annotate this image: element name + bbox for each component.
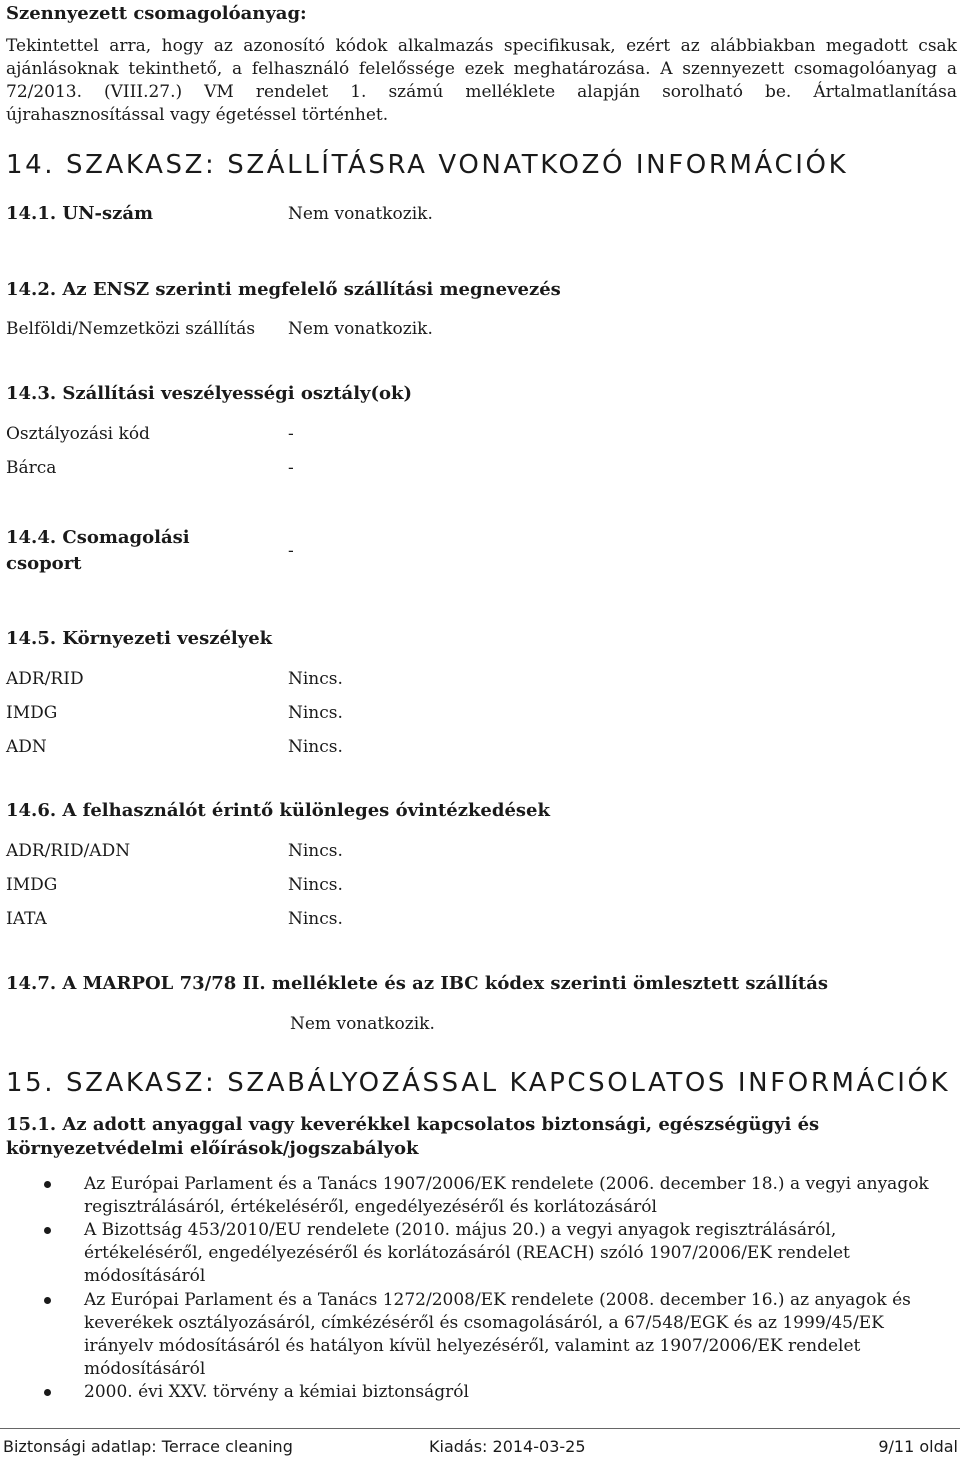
prec-iata-value: Nincs. (288, 909, 343, 929)
precautions-heading: 14.6. A felhasználót érintő különleges óvintézkedések (6, 800, 550, 821)
hazard-class-heading: 14.3. Szállítási veszélyességi osztály(ok) (6, 383, 413, 404)
classification-code-label: Osztályozási kód (6, 424, 150, 444)
prec-iata-label: IATA (6, 909, 47, 929)
bullet-icon (44, 1181, 51, 1188)
list-item: 2000. évi XXV. törvény a kémiai biztonságról (40, 1381, 469, 1404)
bullet-icon (44, 1227, 51, 1234)
section-15-heading: 15. SZAKASZ: SZABÁLYOZÁSSAL KAPCSOLATOS INFORMÁCIÓK (6, 1068, 951, 1098)
prec-imdg-label: IMDG (6, 875, 58, 895)
list-item: Az Európai Parlament és a Tanács 1272/2008/EK rendelete (2008. december 16.) az anyagok és keverékek osztályozásáról, címkézéséről és csomagolásáról, a 67/548/EGK és az 1999/45/EK irányelv módosításáról és hatályon kívül helyezéséről, valamint az 1907/2006/EK rendelet módosításáról (40, 1289, 911, 1381)
env-imdg-value: Nincs. (288, 703, 343, 723)
prec-imdg-value: Nincs. (288, 875, 343, 895)
bullet-icon (44, 1297, 51, 1304)
shipping-name-heading: 14.2. Az ENSZ szerinti megfelelő szállítási megnevezés (6, 279, 561, 300)
prec-adr-rid-adn-value: Nincs. (288, 841, 343, 861)
marpol-value: Nem vonatkozik. (290, 1014, 435, 1034)
packaging-line-1: Tekintettel arra, hogy az azonosító kódok alkalmazás specifikusak, ezért az alábbiakban megadott csak (6, 36, 957, 56)
shipping-name-label: Belföldi/Nemzetközi szállítás (6, 319, 256, 339)
section-14-heading: 14. SZAKASZ: SZÁLLÍTÁSRA VONATKOZÓ INFORMÁCIÓK (6, 150, 849, 180)
un-number-label: 14.1. UN-szám (6, 203, 154, 224)
footer-divider (0, 1428, 960, 1429)
label-label: Bárca (6, 458, 57, 478)
regulations-heading-line-1: 15.1. Az adott anyaggal vagy keverékkel kapcsolatos biztonsági, egészségügyi és (6, 1114, 820, 1135)
env-adn-label: ADN (6, 737, 47, 757)
packaging-line-4: újrahasznosítással vagy égetéssel történhet. (6, 105, 389, 125)
un-number-value: Nem vonatkozik. (288, 204, 433, 224)
list-item: A Bizottság 453/2010/EU rendelete (2010. május 20.) a vegyi anyagok regisztrálásáról, értékeléséről, engedélyezéséről és korlátozásáról (REACH) szóló 1907/2006/EK rendelet módosításáról (40, 1219, 850, 1288)
footer-document-name: Biztonsági adatlap: Terrace cleaning (3, 1437, 293, 1456)
env-adr-rid-value: Nincs. (288, 669, 343, 689)
packing-group-value: - (288, 541, 294, 561)
footer-issue-date: Kiadás: 2014-03-25 (429, 1437, 586, 1456)
bullet-icon (44, 1389, 51, 1396)
marpol-heading: 14.7. A MARPOL 73/78 II. melléklete és az IBC kódex szerinti ömlesztett szállítás (6, 973, 829, 994)
packing-group-label-line-2: csoport (6, 553, 82, 574)
footer-page-number: 9/11 oldal (878, 1437, 958, 1456)
env-adr-rid-label: ADR/RID (6, 669, 84, 689)
env-imdg-label: IMDG (6, 703, 58, 723)
classification-code-value: - (288, 424, 294, 444)
environmental-heading: 14.5. Környezeti veszélyek (6, 628, 273, 649)
packaging-line-2: ajánlásoknak tekinthető, a felhasználó felelőssége ezek meghatározása. A szennyezett csomagolóanyag a (6, 59, 957, 79)
packing-group-label-line-1: 14.4. Csomagolási (6, 527, 190, 548)
env-adn-value: Nincs. (288, 737, 343, 757)
label-value: - (288, 458, 294, 478)
packaging-line-3: 72/2013. (VIII.27.) VM rendelet 1. számú melléklete alapján sorolható be. Ártalmatlanítása (6, 82, 957, 102)
prec-adr-rid-adn-label: ADR/RID/ADN (6, 841, 131, 861)
list-item: Az Európai Parlament és a Tanács 1907/2006/EK rendelete (2006. december 18.) a vegyi anyagok regisztrálásáról, értékeléséről, engedélyezéséről és korlátozásáról (40, 1173, 929, 1219)
shipping-name-value: Nem vonatkozik. (288, 319, 433, 339)
packaging-title: Szennyezett csomagolóanyag: (6, 3, 307, 24)
regulations-heading-line-2: környezetvédelmi előírások/jogszabályok (6, 1138, 419, 1159)
